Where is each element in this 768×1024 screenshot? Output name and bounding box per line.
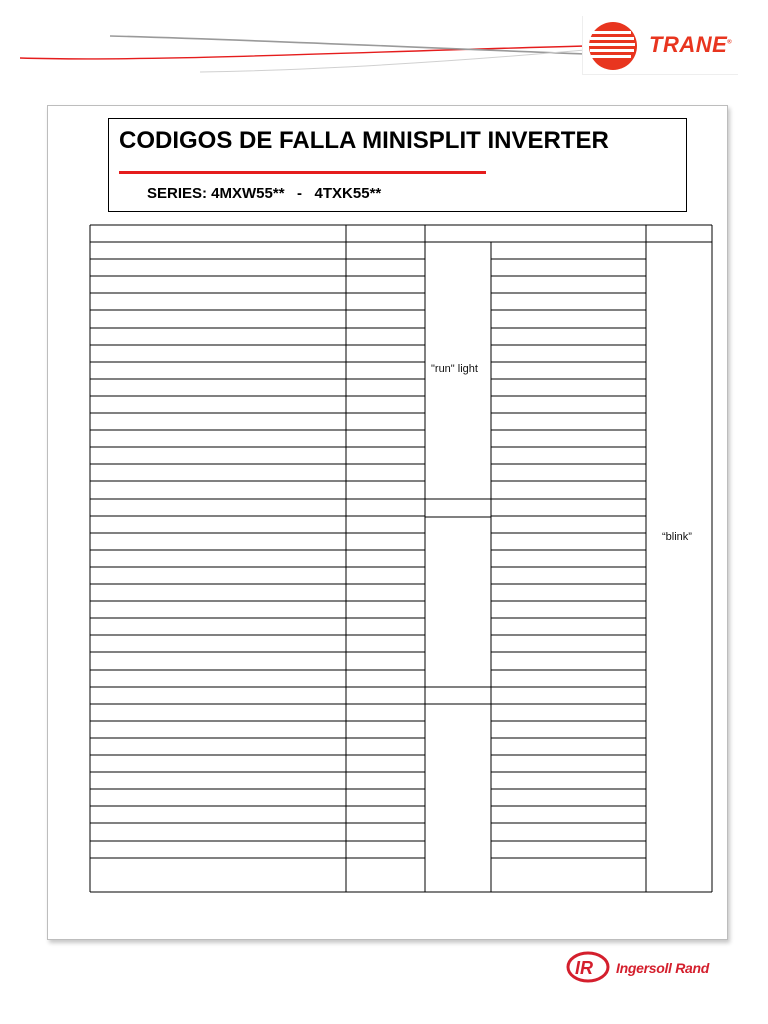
company-name: Ingersoll Rand [616, 960, 710, 976]
page-title: CODIGOS DE FALLA MINISPLIT INVERTER [119, 127, 609, 154]
ir-emblem-icon [566, 950, 614, 984]
run-light-label: "run" light [431, 363, 478, 375]
ir-initials: IR [575, 958, 593, 978]
blink-label: “blink” [662, 531, 692, 543]
brand-name: TRANE [649, 32, 728, 57]
ingersoll-rand-logo [566, 950, 716, 984]
series-label: SERIES: 4MXW55** - 4TXK55** [147, 185, 382, 202]
brand-mark: ® [727, 39, 733, 46]
